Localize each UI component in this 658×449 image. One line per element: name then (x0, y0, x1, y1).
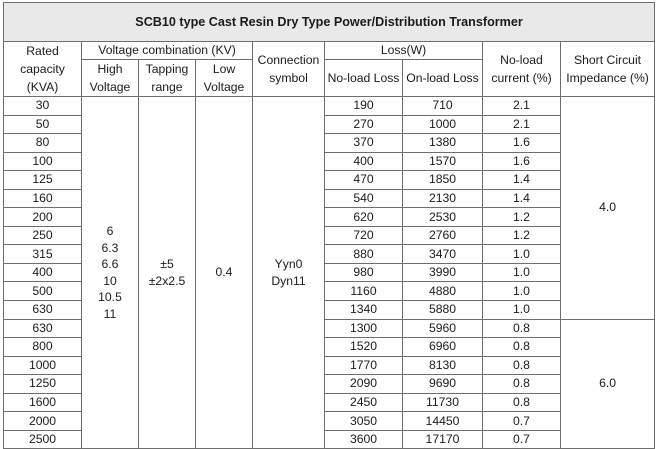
header-high-voltage (82, 60, 139, 97)
impedance-cell: 6.0 (561, 319, 655, 449)
no-load-loss-cell: 880 (325, 245, 403, 264)
table-body (4, 97, 655, 449)
no-load-loss-cell: 1770 (325, 356, 403, 375)
on-load-loss-cell: 17170 (403, 430, 483, 449)
header-on-load-loss: On-load Loss (403, 60, 483, 97)
no-load-current-cell: 1.0 (483, 245, 561, 264)
no-load-loss-cell: 270 (325, 115, 403, 134)
high-voltage-cell (82, 97, 139, 449)
no-load-current-cell: 1.2 (483, 226, 561, 245)
on-load-loss-cell: 11730 (403, 393, 483, 412)
rated-capacity-cell: 1000 (4, 356, 82, 375)
header-loss: Loss(W) (325, 42, 483, 60)
rated-capacity-cell: 630 (4, 319, 82, 338)
no-load-current-cell: 1.2 (483, 208, 561, 227)
on-load-loss-cell: 2760 (403, 226, 483, 245)
no-load-current-cell: 0.8 (483, 338, 561, 357)
no-load-current-cell: 1.4 (483, 171, 561, 190)
on-load-loss-cell: 1000 (403, 115, 483, 134)
on-load-loss-cell: 4880 (403, 282, 483, 301)
rated-capacity-cell: 100 (4, 152, 82, 171)
no-load-loss-cell: 980 (325, 263, 403, 282)
rated-capacity-cell: 2000 (4, 412, 82, 431)
connection-symbol-cell-line: Yyn0 (274, 257, 303, 272)
rated-capacity-cell: 315 (4, 245, 82, 264)
on-load-loss-cell: 14450 (403, 412, 483, 431)
tapping-range-cell-line: ±5 (160, 257, 174, 272)
header-line: (KVA) (26, 80, 59, 94)
no-load-loss-cell: 2090 (325, 375, 403, 394)
no-load-loss-cell: 2450 (325, 393, 403, 412)
impedance-cell: 4.0 (561, 97, 655, 320)
header-line: Voltage (203, 80, 245, 94)
header-line: symbol (269, 71, 308, 85)
on-load-loss-cell: 5960 (403, 319, 483, 338)
on-load-loss-cell: 1380 (403, 134, 483, 153)
header-connection-symbol (253, 42, 325, 97)
no-load-current-cell: 0.8 (483, 356, 561, 375)
rated-capacity-cell: 30 (4, 97, 82, 116)
high-voltage-cell-line: 11 (103, 306, 117, 321)
header-line: Voltage (89, 80, 131, 94)
header-tapping-range (139, 60, 196, 97)
rated-capacity-cell: 200 (4, 208, 82, 227)
high-voltage-cell-line: 6 (106, 224, 114, 239)
no-load-loss-cell: 1520 (325, 338, 403, 357)
no-load-current-cell: 0.8 (483, 319, 561, 338)
no-load-loss-cell: 470 (325, 171, 403, 190)
on-load-loss-cell: 1570 (403, 152, 483, 171)
on-load-loss-cell: 8130 (403, 356, 483, 375)
header-line: Low (212, 62, 236, 76)
header-short-circuit-impedance (561, 42, 655, 97)
on-load-loss-cell: 710 (403, 97, 483, 116)
on-load-loss-cell: 3470 (403, 245, 483, 264)
no-load-loss-cell: 540 (325, 189, 403, 208)
no-load-current-cell: 0.7 (483, 430, 561, 449)
rated-capacity-cell: 400 (4, 263, 82, 282)
no-load-loss-cell: 620 (325, 208, 403, 227)
connection-symbol-cell (253, 97, 325, 449)
connection-symbol-cell-line: Dyn11 (271, 273, 306, 288)
rated-capacity-cell: 630 (4, 301, 82, 320)
no-load-loss-cell: 400 (325, 152, 403, 171)
on-load-loss-cell: 9690 (403, 375, 483, 394)
header-line: Tapping (145, 62, 189, 76)
rated-capacity-cell: 125 (4, 171, 82, 190)
no-load-current-cell: 0.8 (483, 393, 561, 412)
header-line: Short Circuit (574, 53, 642, 67)
no-load-current-cell: 2.1 (483, 115, 561, 134)
low-voltage-cell: 0.4 (196, 97, 253, 449)
header-line: Connection (257, 53, 320, 67)
header-line: capacity (20, 62, 65, 76)
header-rated-capacity (4, 42, 82, 97)
spec-table (3, 2, 655, 449)
tapping-range-cell-line: ±2x2.5 (148, 273, 186, 288)
no-load-current-cell: 1.0 (483, 282, 561, 301)
rated-capacity-cell: 1600 (4, 393, 82, 412)
high-voltage-cell-line: 10.5 (98, 290, 122, 305)
tapping-range-cell (139, 97, 196, 449)
table-row (4, 97, 655, 116)
no-load-current-cell: 1.0 (483, 301, 561, 320)
header-low-voltage (196, 60, 253, 97)
header-voltage-combination: Voltage combination (KV) (82, 42, 253, 60)
no-load-loss-cell: 1340 (325, 301, 403, 320)
no-load-current-cell: 1.6 (483, 134, 561, 153)
no-load-loss-cell: 190 (325, 97, 403, 116)
header-line: current (%) (491, 71, 552, 85)
rated-capacity-cell: 800 (4, 338, 82, 357)
high-voltage-cell-line: 6.6 (101, 257, 119, 272)
header-no-load-current (483, 42, 561, 97)
rated-capacity-cell: 160 (4, 189, 82, 208)
rated-capacity-cell: 50 (4, 115, 82, 134)
no-load-current-cell: 2.1 (483, 97, 561, 116)
header-line: Impedance (%) (566, 71, 649, 85)
no-load-current-cell: 1.4 (483, 189, 561, 208)
header-no-load-loss: No-load Loss (325, 60, 403, 97)
no-load-current-cell: 1.0 (483, 263, 561, 282)
on-load-loss-cell: 1850 (403, 171, 483, 190)
on-load-loss-cell: 2530 (403, 208, 483, 227)
no-load-current-cell: 0.8 (483, 375, 561, 394)
table-title: SCB10 type Cast Resin Dry Type Power/Distribution Transformer (4, 3, 655, 42)
rated-capacity-cell: 80 (4, 134, 82, 153)
no-load-loss-cell: 1160 (325, 282, 403, 301)
no-load-current-cell: 1.6 (483, 152, 561, 171)
high-voltage-cell-line: 6.3 (101, 240, 119, 255)
on-load-loss-cell: 6960 (403, 338, 483, 357)
on-load-loss-cell: 2130 (403, 189, 483, 208)
rated-capacity-cell: 1250 (4, 375, 82, 394)
rated-capacity-cell: 2500 (4, 430, 82, 449)
high-voltage-cell-line: 10 (103, 273, 117, 288)
no-load-current-cell: 0.7 (483, 412, 561, 431)
no-load-loss-cell: 3050 (325, 412, 403, 431)
on-load-loss-cell: 5880 (403, 301, 483, 320)
no-load-loss-cell: 1300 (325, 319, 403, 338)
no-load-loss-cell: 370 (325, 134, 403, 153)
rated-capacity-cell: 250 (4, 226, 82, 245)
header-line: range (151, 80, 183, 94)
header-line: Rated (26, 44, 59, 58)
on-load-loss-cell: 3990 (403, 263, 483, 282)
rated-capacity-cell: 500 (4, 282, 82, 301)
no-load-loss-cell: 3600 (325, 430, 403, 449)
header-line: No-load (500, 53, 543, 67)
header-line: High (97, 62, 123, 76)
no-load-loss-cell: 720 (325, 226, 403, 245)
